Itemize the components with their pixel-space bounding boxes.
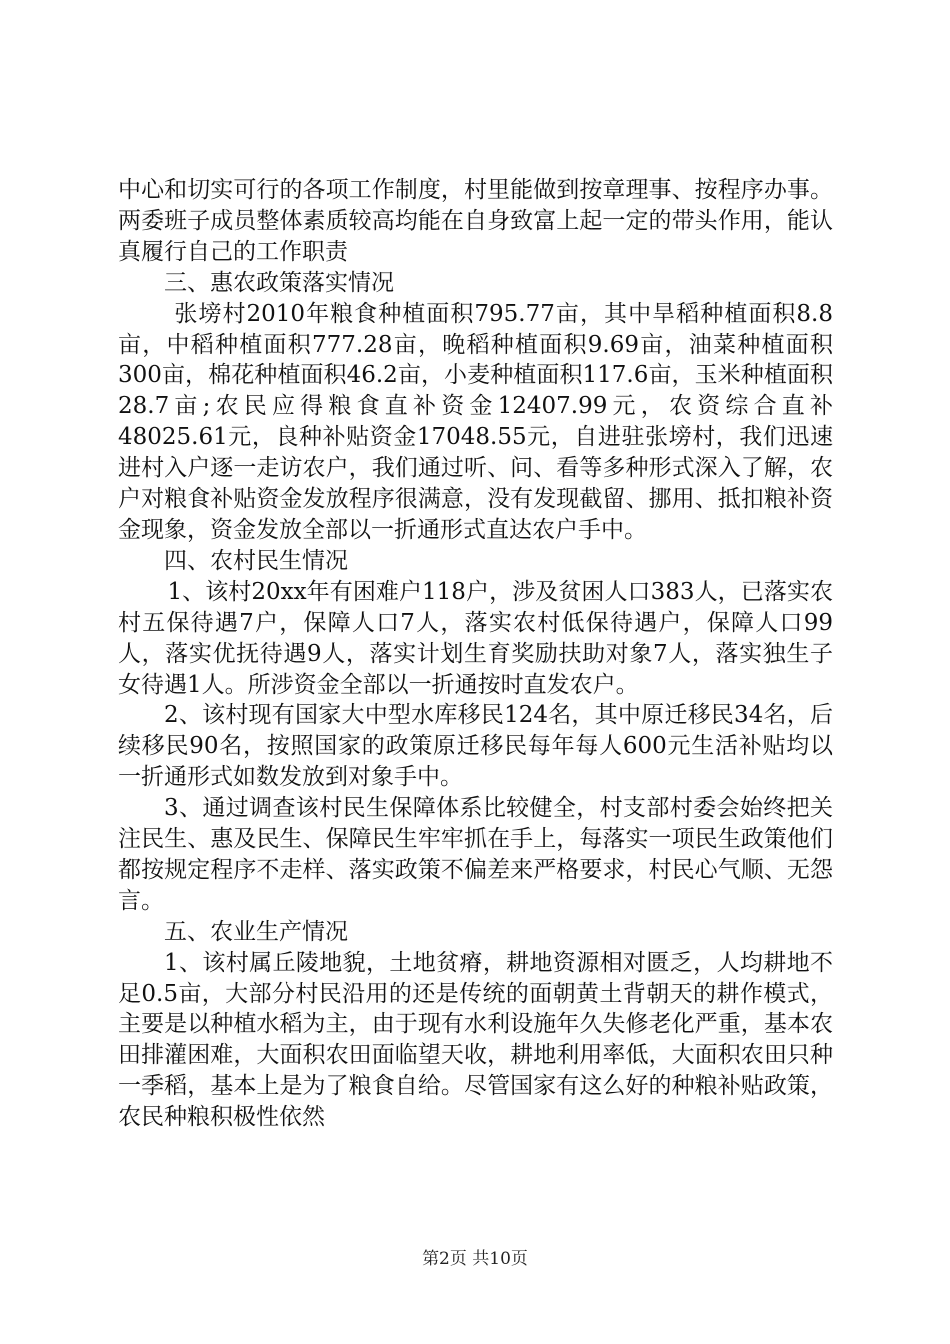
page-footer: 第2页 共10页 <box>422 1249 528 1269</box>
paragraph-agriculture-1: 1、该村属丘陵地貌，土地贫瘠，耕地资源相对匮乏，人均耕地不足0.5亩，大部分村民沿用的还是传统的面朝黄土背朝天的耕作模式，主要是以种植水稻为主，由于现有水利设施年久失修老化严重，基本农田排灌困难，大面积农田面临望天收，耕地利用率低，大面积农田只种一季稻，基本上是为了粮食自给。尽管国家有这么好的种粮补贴政策，农民种粮积极性依然 <box>118 949 833 1131</box>
section-heading-livelihood: 四、农村民生情况 <box>164 547 348 574</box>
paragraph-livelihood-3: 3、通过调查该村民生保障体系比较健全，村支部村委会始终把关注民生、惠及民生、保障民生牢牢抓在手上，每落实一项民生政策他们都按规定程序不走样、落实政策不偏差来严格要求，村民心气顺、无怨言。 <box>118 795 833 914</box>
section-heading-agriculture: 五、农业生产情况 <box>164 918 348 945</box>
document-body <box>118 175 833 1133</box>
paragraph-grain-subsidy: 张塝村2010年粮食种植面积795.77亩，其中旱稻种植面积8.8亩，中稻种植面积777.28亩，晚稻种植面积9.69亩，油菜种植面积300亩，棉花种植面积46.2亩，小麦种植面积117.6亩，玉米种植面积28.7亩;农民应得粮食直补资金12407.99元，农资综合直补48025.61元，良种补贴资金17048.55元，自进驻张塝村，我们迅速进村入户逐一走访农户，我们通过听、问、看等多种形式深入了解，农户对粮食补贴资金发放程序很满意，没有发现截留、挪用、抵扣粮补资金现象，资金发放全部以一折通形式直达农户手中。 <box>118 300 833 543</box>
section-heading-policy: 三、惠农政策落实情况 <box>164 269 394 296</box>
paragraph-work-system: 中心和切实可行的各项工作制度，村里能做到按章理事、按程序办事。两委班子成员整体素质较高均能在自身致富上起一定的带头作用，能认真履行自己的工作职责 <box>118 177 833 265</box>
paragraph-livelihood-2: 2、该村现有国家大中型水库移民124名，其中原迁移民34名，后续移民90名，按照国家的政策原迁移民每年每人600元生活补贴均以一折通形式如数发放到对象手中。 <box>118 702 833 791</box>
paragraph-livelihood-1: 1、该村20xx年有困难户118户，涉及贫困人口383人，已落实农村五保待遇7户，保障人口7人，落实农村低保待遇户，保障人口99人，落实优抚待遇9人，落实计划生育奖励扶助对象7人，落实独生子女待遇1人。所涉资金全部以一折通按时直发农户。 <box>118 578 833 698</box>
